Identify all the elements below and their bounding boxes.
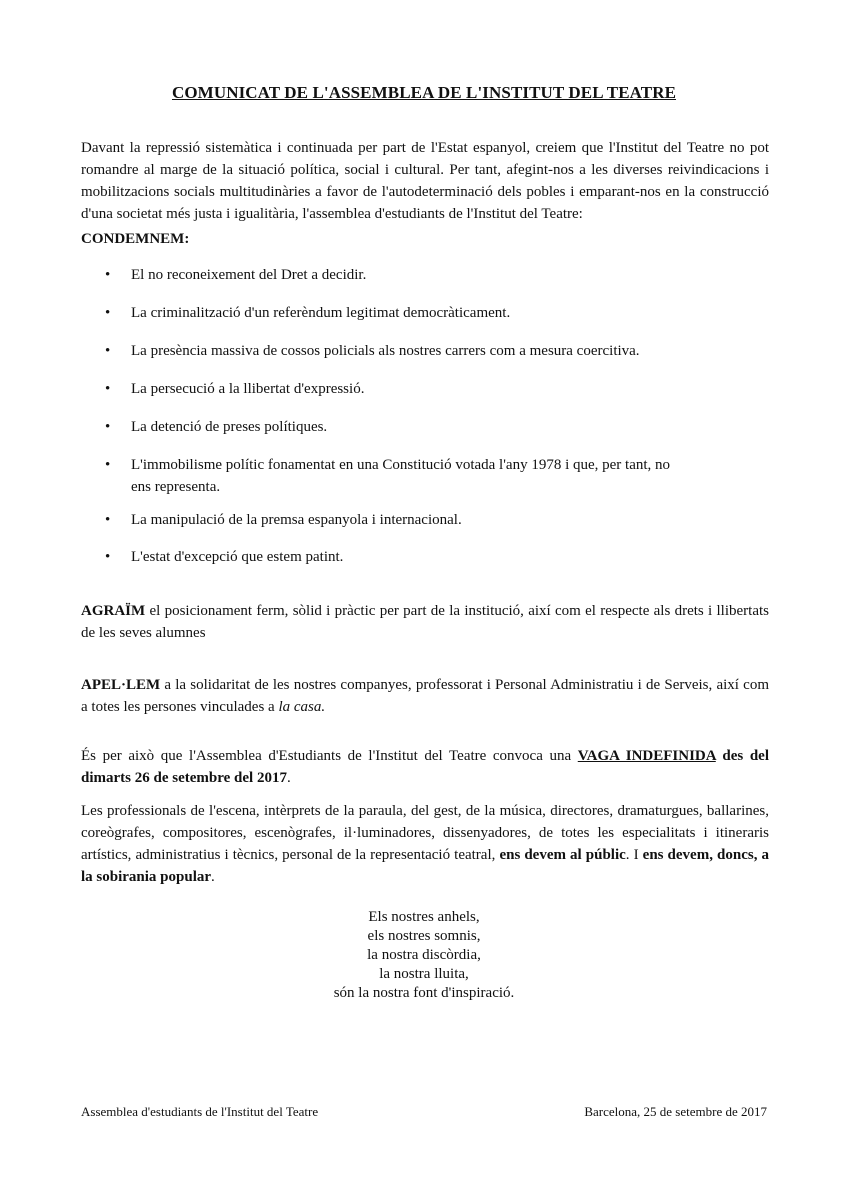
intro-paragraph: Davant la repressió sistemàtica i continuada per part de l'Estat espanyol, creiem que l'Institut del Teatre no pot romandre al marge de la situació política, social i cultural. Per tant, afegint-nos a les diverses reivindicacions i mobilitzacions socials multitudinàries a favor de l'autodeterminació dels pobles i emparant-nos en la construcció d'una societat més justa i igualitària, l'assemblea d'estudiants de l'Institut del Teatre: xyxy=(81,140,769,222)
poem-line: els nostres somnis, xyxy=(367,928,481,944)
bullet-icon: • xyxy=(105,305,111,321)
bullet-icon: • xyxy=(105,419,111,435)
professionals-bold-2: ens devem, doncs, a la sobirania popular xyxy=(81,847,769,885)
condemnem-heading: CONDEMNEM: xyxy=(81,231,190,247)
list-item-text: L'immobilisme polític fonamentat en una Constitució votada l'any 1978 i que, per tant, no ens representa. xyxy=(131,457,671,495)
list-item-text: El no reconeixement del Dret a decidir. xyxy=(131,267,367,283)
list-item-text: La persecució a la llibertat d'expressió. xyxy=(131,381,365,397)
vaga-pre: És per això que l'Assemblea d'Estudiants de l'Institut del Teatre convoca una xyxy=(81,748,578,764)
vaga-date: des del dimarts 26 de setembre del 2017 xyxy=(81,748,769,786)
bullet-icon: • xyxy=(105,549,111,565)
professionals-paragraph xyxy=(81,800,769,888)
bullet-icon: • xyxy=(105,457,111,473)
document-title: COMUNICAT DE L'ASSEMBLEA DE L'INSTITUT DEL TEATRE xyxy=(171,83,677,102)
footer-signature: Assemblea d'estudiants de l'Institut del Teatre xyxy=(81,1104,319,1119)
list-item-text: La criminalització d'un referèndum legitimat democràticament. xyxy=(131,305,511,321)
list-item-text: La manipulació de la premsa espanyola i internacional. xyxy=(131,512,462,528)
poem-line: la nostra lluita, xyxy=(379,966,469,982)
bullet-icon: • xyxy=(105,381,111,397)
list-item-text: L'estat d'excepció que estem patint. xyxy=(131,549,344,565)
poem-line: són la nostra font d'inspiració. xyxy=(333,985,515,1001)
agraim-paragraph xyxy=(81,600,769,644)
agraim-lead: AGRAÏM xyxy=(81,603,146,619)
vaga-highlight: VAGA INDEFINIDA xyxy=(577,748,716,764)
list-item-text: La presència massiva de cossos policials als nostres carrers com a mesura coercitiva. xyxy=(131,343,640,359)
bullet-icon: • xyxy=(105,343,111,359)
poem-line: Els nostres anhels, xyxy=(368,909,480,925)
professionals-bold-1: ens devem al públic xyxy=(499,847,626,863)
vaga-end: . xyxy=(286,770,291,786)
poem-line: la nostra discòrdia, xyxy=(367,947,481,963)
professionals-end: . xyxy=(211,869,215,885)
apellem-lead: APEL·LEM xyxy=(81,677,161,693)
professionals-text: Les professionals de l'escena, intèrprets de la paraula, del gest, de la música, directores, dramaturgues, ballarines, coreògrafes, compositores, escenògrafes, il·luminadores, dissenyadores, de totes les especialitats i itineraris artístics, administratius i tècnics, personal de la representació teatral, xyxy=(81,803,769,863)
apellem-text: a la solidaritat de les nostres companyes, professorat i Personal Administratiu i de Serveis, així com a totes les persones vinculades a xyxy=(81,677,769,715)
apellem-paragraph xyxy=(81,674,769,718)
poem xyxy=(0,908,848,1003)
apellem-italic: la casa. xyxy=(278,699,326,715)
bullet-icon: • xyxy=(105,267,111,283)
bullet-icon: • xyxy=(105,512,111,528)
list-item-text: La detenció de preses polítiques. xyxy=(131,419,328,435)
vaga-paragraph xyxy=(81,745,769,789)
professionals-mid: . I xyxy=(625,847,643,863)
agraim-text: el posicionament ferm, sòlid i pràctic per part de la institució, així com el respecte als drets i llibertats de les seves alumnes xyxy=(81,603,769,641)
footer-date: Barcelona, 25 de setembre de 2017 xyxy=(584,1104,767,1119)
